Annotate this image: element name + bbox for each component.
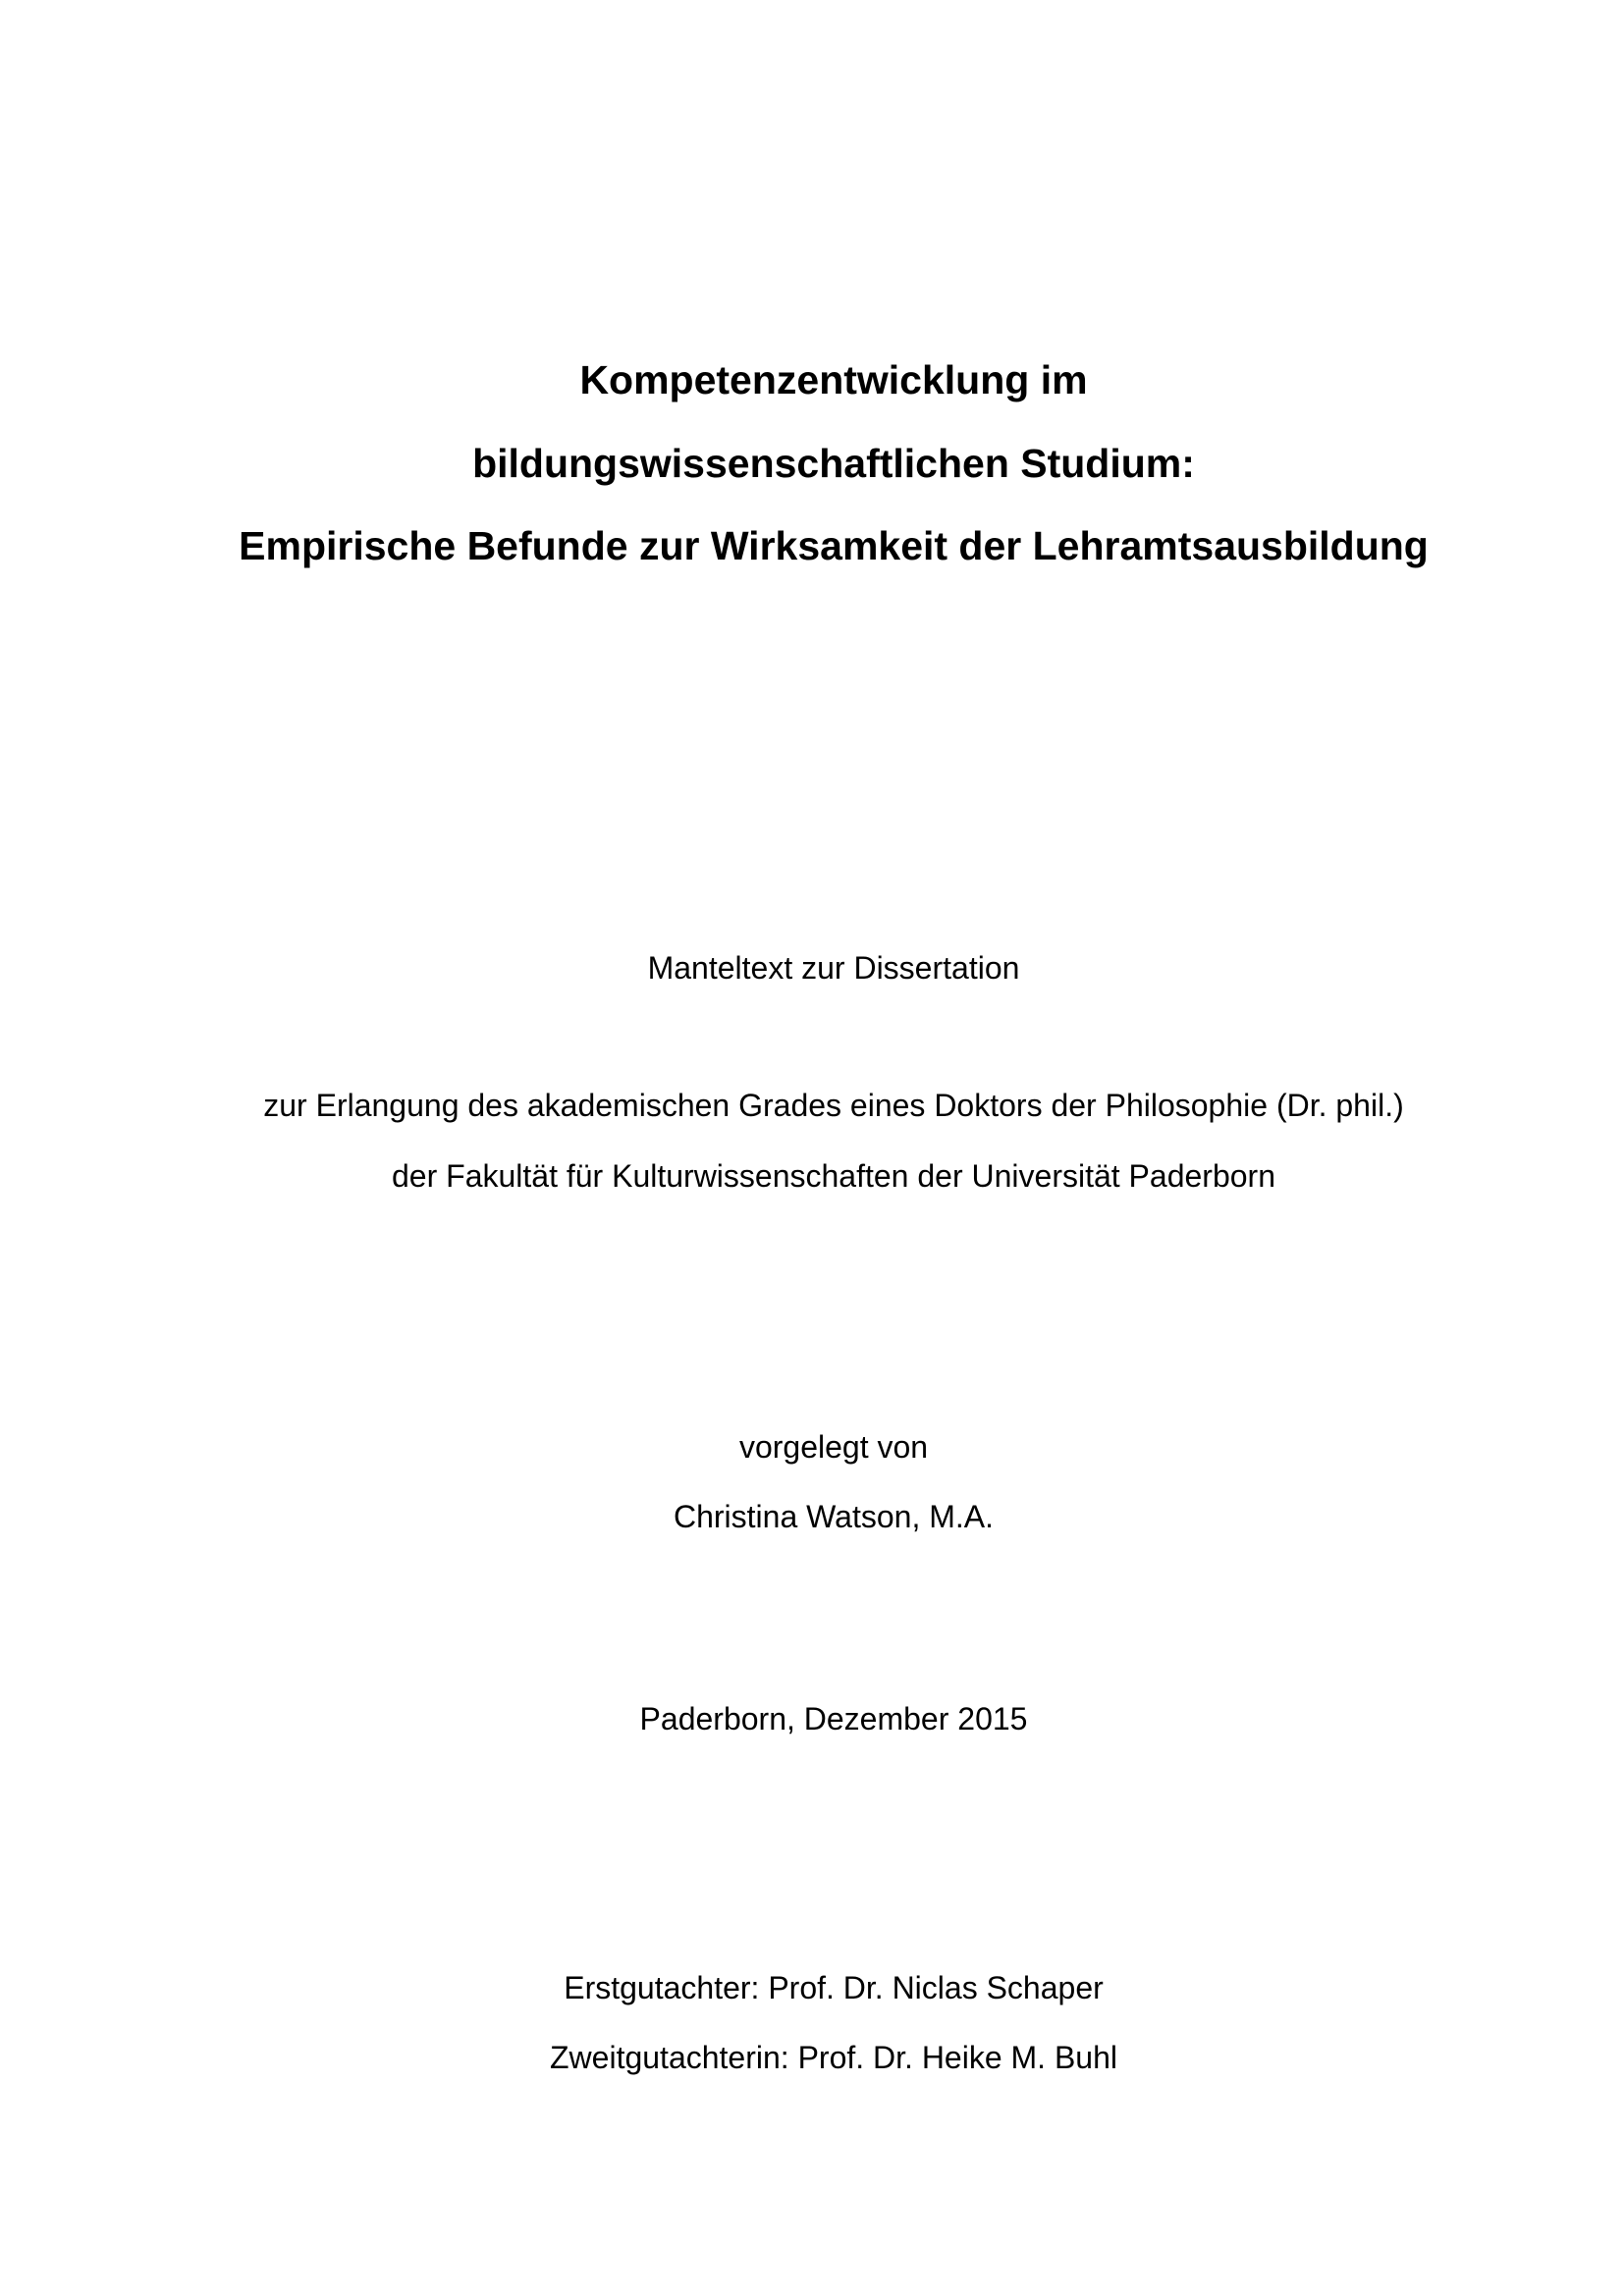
title-line-2: bildungswissenschaftlichen Studium: — [472, 441, 1195, 486]
document-type: Manteltext zur Dissertation — [647, 950, 1020, 986]
title-line-1: Kompetenzentwicklung im — [579, 357, 1088, 402]
submitted-by-label: vorgelegt von — [738, 1429, 929, 1465]
degree-line-1: zur Erlangung des akademischen Grades eines Doktors der Philosophie (Dr. phil.) — [263, 1088, 1404, 1123]
author-name: Christina Watson, M.A. — [673, 1499, 994, 1534]
place-date: Paderborn, Dezember 2015 — [639, 1701, 1028, 1736]
title-line-3: Empirische Befunde zur Wirksamkeit der Lehramtsausbildung — [239, 523, 1429, 568]
degree-line-2: der Fakultät für Kulturwissenschaften der Universität Paderborn — [392, 1158, 1275, 1194]
second-reviewer: Zweitgutachterin: Prof. Dr. Heike M. Buhl — [550, 2040, 1117, 2075]
first-reviewer: Erstgutachter: Prof. Dr. Niclas Schaper — [564, 1970, 1104, 2005]
